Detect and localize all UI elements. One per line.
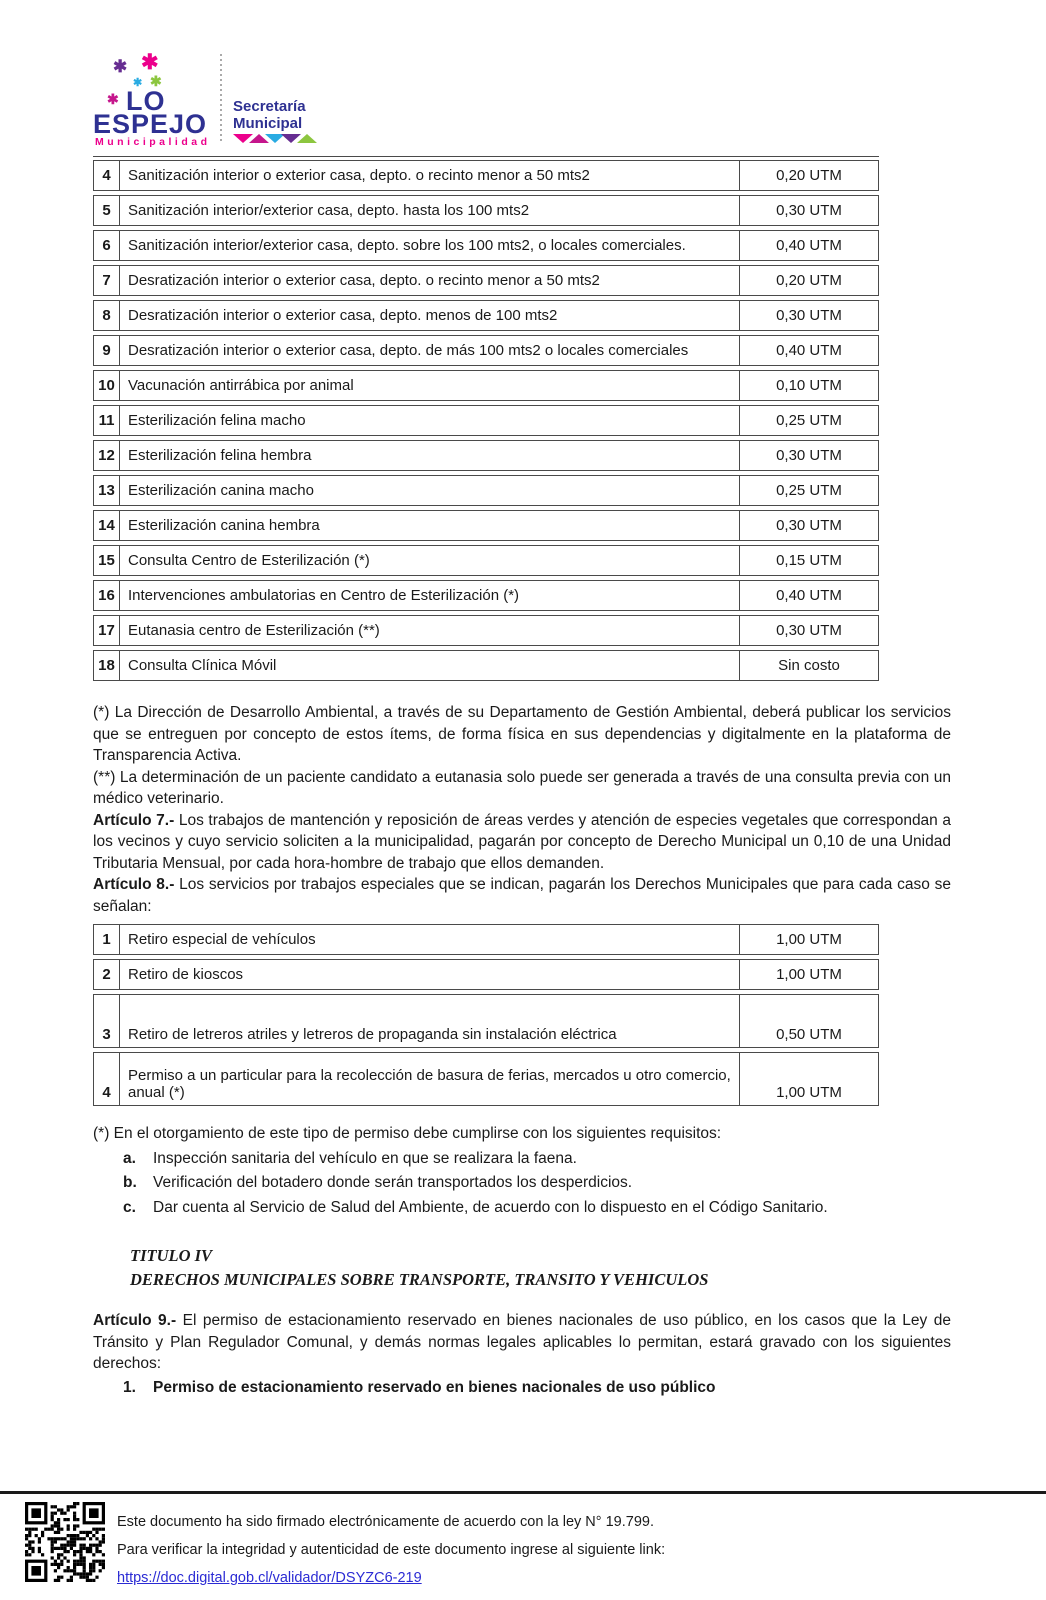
row-description: Sanitización interior/exterior casa, depto. sobre los 100 mts2, o locales comerciales. — [128, 237, 686, 254]
municipality-logo — [93, 52, 951, 148]
requirement-item — [93, 1148, 951, 1170]
row-description: Esterilización felina macho — [128, 412, 306, 429]
row-fee: 0,30 UTM — [739, 511, 878, 540]
row-description: Consulta Centro de Esterilización (*) — [128, 552, 370, 569]
row-number: 9 — [94, 336, 120, 365]
article-9-text: El permiso de estacionamiento reservado en bienes nacionales de uso público, en los casos que la Ley de Tránsito y Plan Regulador Comunal, y demás normas legales aplicables lo permitan, estará gravado con los siguientes derechos: — [93, 1312, 952, 1372]
star-icon: ✱ — [113, 57, 128, 76]
signature-footer — [25, 1502, 665, 1592]
table-row — [93, 959, 879, 990]
row-fee: 0,40 UTM — [739, 581, 878, 610]
table-row — [93, 265, 879, 296]
table-row — [93, 370, 879, 401]
row-number: 6 — [94, 231, 120, 260]
row-number: 8 — [94, 301, 120, 330]
row-number: 4 — [94, 161, 120, 190]
row-fee: 0,30 UTM — [739, 301, 878, 330]
article-8-label: Artículo 8.- — [93, 876, 175, 893]
dept-line2: Municipal — [233, 115, 303, 132]
row-description: Consulta Clínica Móvil — [128, 657, 277, 674]
star-icon: ✱ — [150, 73, 162, 89]
department-name — [233, 98, 306, 132]
row-fee: 1,00 UTM — [739, 925, 878, 954]
footnote-double-star: (**) La determinación de un paciente candidato a eutanasia solo puede ser generada a través de una consulta previa con un médico veterinario. — [93, 768, 951, 807]
row-description: Eutanasia centro de Esterilización (**) — [128, 622, 380, 639]
row-fee: 0,25 UTM — [739, 406, 878, 435]
table-row — [93, 300, 879, 331]
row-fee: 0,30 UTM — [739, 196, 878, 225]
row-description: Vacunación antirrábica por animal — [128, 377, 354, 394]
title-iv-heading — [130, 1244, 951, 1292]
row-description: Permiso a un particular para la recolección de basura de ferias, mercados u otro comercio, anual (*) — [128, 1067, 731, 1101]
triangle-icon — [297, 134, 317, 143]
article-7-label: Artículo 7.- — [93, 811, 175, 829]
row-number: 2 — [94, 960, 120, 989]
row-fee: 1,00 UTM — [739, 960, 878, 989]
qr-code-icon — [25, 1502, 105, 1582]
logo-divider — [220, 54, 222, 144]
requirements-intro: (*) En el otorgamiento de este tipo de permiso debe cumplirse con los siguientes requisitos: — [93, 1125, 722, 1142]
table-row — [93, 195, 879, 226]
table-row — [93, 580, 879, 611]
row-fee: 0,50 UTM — [739, 995, 878, 1047]
article-9 — [93, 1310, 951, 1375]
table-row — [93, 615, 879, 646]
article-7-text: Los trabajos de mantención y reposición de áreas verdes y atención de especies vegetales que correspondan a los vecinos y cuyo servicio soliciten a la municipalidad, pagarán por concepto de Derecho Municipal un 0,10 de una Unidad Tributaria Mensual, por cada hora-hombre de trabajo que ellos demanden. — [93, 811, 952, 872]
row-fee: 0,25 UTM — [739, 476, 878, 505]
logo-subtitle: Municipalidad — [95, 136, 211, 148]
row-number: 17 — [94, 616, 120, 645]
logo-text-lo: LO — [126, 86, 166, 116]
footer-line1: Este documento ha sido firmado electrónicamente de acuerdo con la ley N° 19.799. — [117, 1514, 654, 1530]
row-number: 16 — [94, 581, 120, 610]
item-number: 1. — [123, 1378, 136, 1396]
title-iv-line2: DERECHOS MUNICIPALES SOBRE TRANSPORTE, TRANSITO Y VEHICULOS — [130, 1270, 709, 1289]
item-letter: c. — [123, 1198, 136, 1216]
validation-link[interactable]: https://doc.digital.gob.cl/validador/DSYZC6-219 — [117, 1570, 422, 1586]
row-fee: 0,15 UTM — [739, 546, 878, 575]
row-description: Retiro de kioscos — [128, 966, 244, 983]
row-number: 14 — [94, 511, 120, 540]
star-icon: ✱ — [107, 91, 119, 107]
row-fee: 0,40 UTM — [739, 336, 878, 365]
row-number: 7 — [94, 266, 120, 295]
table1-footnotes — [93, 702, 951, 810]
row-number: 5 — [94, 196, 120, 225]
item-text: Inspección sanitaria del vehículo en que se realizara la faena. — [153, 1149, 577, 1167]
article-8-text: Los servicios por trabajos especiales que se indican, pagarán los Derechos Municipales que para cada caso se señalan: — [93, 876, 951, 915]
row-fee: 0,30 UTM — [739, 616, 878, 645]
row-number: 1 — [94, 925, 120, 954]
row-description: Sanitización interior o exterior casa, depto. o recinto menor a 50 mts2 — [128, 167, 590, 184]
table-row — [93, 545, 879, 576]
row-description: Sanitización interior/exterior casa, depto. hasta los 100 mts2 — [128, 202, 530, 219]
footer-divider — [0, 1491, 1046, 1494]
dept-line1: Secretaría — [233, 98, 306, 115]
row-description: Esterilización canina hembra — [128, 517, 320, 534]
table-row — [93, 440, 879, 471]
table-row — [93, 475, 879, 506]
row-description: Retiro de letreros atriles y letreros de propaganda sin instalación eléctrica — [128, 1026, 617, 1043]
row-number: 13 — [94, 476, 120, 505]
table-row — [93, 1052, 879, 1106]
row-number: 15 — [94, 546, 120, 575]
row-number: 10 — [94, 371, 120, 400]
row-fee: Sin costo — [739, 651, 878, 680]
row-number: 12 — [94, 441, 120, 470]
logo-text-espejo: ESPEJO — [93, 109, 208, 139]
item-text: Permiso de estacionamiento reservado en bienes nacionales de uso público — [153, 1378, 716, 1396]
star-icon: ✱ — [133, 77, 143, 89]
row-description: Desratización interior o exterior casa, depto. de más 100 mts2 o locales comerciales — [128, 342, 689, 359]
item-letter: b. — [123, 1174, 137, 1191]
environmental-services-fee-table — [93, 160, 879, 681]
row-fee: 1,00 UTM — [739, 1053, 878, 1105]
row-fee: 0,40 UTM — [739, 231, 878, 260]
table-top-rule — [93, 156, 879, 157]
row-description: Esterilización felina hembra — [128, 447, 312, 464]
table-row — [93, 650, 879, 681]
row-fee: 0,10 UTM — [739, 371, 878, 400]
table-row — [93, 405, 879, 436]
permit-requirements — [93, 1123, 951, 1218]
row-description: Desratización interior o exterior casa, depto. o recinto menor a 50 mts2 — [128, 272, 600, 289]
star-icon: ✱ — [141, 51, 159, 74]
item-text: Dar cuenta al Servicio de Salud del Ambiente, de acuerdo con lo dispuesto en el Código Sanitario. — [153, 1198, 828, 1216]
footer-line2: Para verificar la integridad y autenticidad de este documento ingrese al siguiente link: — [117, 1542, 666, 1558]
article-7 — [93, 810, 951, 875]
requirement-item — [93, 1172, 951, 1194]
row-description: Esterilización canina macho — [128, 482, 314, 499]
article-8 — [93, 874, 951, 917]
table-row — [93, 335, 879, 366]
logo-triangle-strip — [233, 134, 313, 143]
row-fee: 0,30 UTM — [739, 441, 878, 470]
requirement-item — [93, 1197, 951, 1219]
article-9-item-1 — [123, 1379, 951, 1397]
row-fee: 0,20 UTM — [739, 161, 878, 190]
requirements-list — [93, 1148, 951, 1219]
row-description: Intervenciones ambulatorias en Centro de Esterilización (*) — [128, 587, 520, 604]
table-row — [93, 230, 879, 261]
table-row — [93, 924, 879, 955]
row-description: Retiro especial de vehículos — [128, 931, 316, 948]
row-description: Desratización interior o exterior casa, depto. menos de 100 mts2 — [128, 307, 558, 324]
row-number: 4 — [94, 1053, 120, 1105]
row-number: 3 — [94, 995, 120, 1047]
article-9-label: Artículo 9.- — [93, 1312, 177, 1329]
row-fee: 0,20 UTM — [739, 266, 878, 295]
title-iv-line1: TITULO IV — [130, 1246, 213, 1265]
table-row — [93, 994, 879, 1048]
row-number: 11 — [94, 406, 120, 435]
table-row — [93, 160, 879, 191]
table-row — [93, 510, 879, 541]
item-letter: a. — [123, 1149, 136, 1167]
item-text: Verificación del botadero donde serán transportados los desperdicios. — [153, 1174, 633, 1191]
row-number: 18 — [94, 651, 120, 680]
special-works-fee-table — [93, 924, 879, 1106]
footnote-single-star: (*) La Dirección de Desarrollo Ambiental, a través de su Departamento de Gestión Ambiental, deberá publicar los servicios que se entreguen por concepto de estos ítems, de forma física en sus dependencias y digitalmente en la plataforma de Transparencia Activa. — [93, 704, 951, 764]
